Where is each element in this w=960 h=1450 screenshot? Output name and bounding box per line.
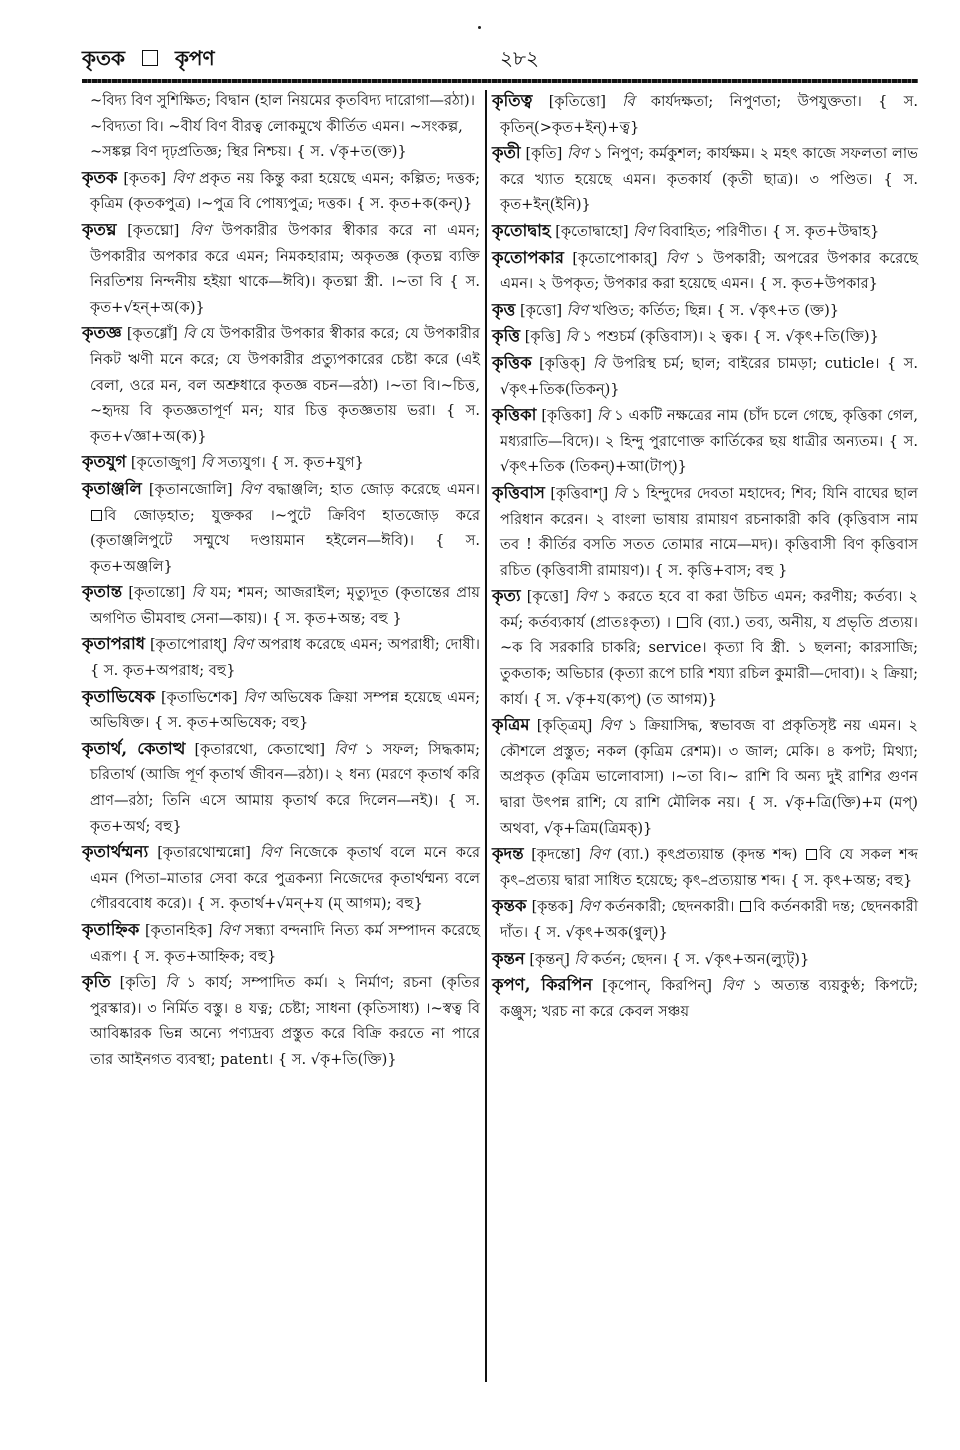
entry-pronunciation: [কৃতানজোলি] xyxy=(148,480,233,498)
entry-pronunciation: [কৃতঘ্নো] xyxy=(127,221,180,239)
entry-pronunciation: [কৃত্তিবাশ্] xyxy=(550,484,609,502)
entry-definition: বদ্ধাঞ্জলি; হাত জোড় করেছে এমন। xyxy=(267,480,480,498)
entry-definition: ১ সফল; সিদ্ধকাম; চরিতার্থ (আজি পূর্ণ কৃতার্থ জীবন—রঠা)। ২ ধন্য (মরণে কৃতার্থ করি প্রাণ—রঠা; তিনি এসে আমায় কৃতার্থ করে দিলেন—নই)। { স. কৃত+অর্থ; বহু} xyxy=(90,740,481,835)
entry-definition: ১ অত্যন্ত ব্যয়কুণ্ঠ; কিপটে; কঞ্জুস; খরচ না করে কেবল সঞ্চয় xyxy=(500,977,919,1020)
entry-pronunciation: [কৃত্তো] xyxy=(526,588,569,606)
header-rule xyxy=(82,79,918,83)
dictionary-entry xyxy=(82,449,480,476)
dictionary-entry xyxy=(492,245,918,297)
entry-part-of-speech: বিণ xyxy=(665,249,687,267)
dictionary-entry xyxy=(492,140,918,218)
entry-definition: কর্তনকারী; ছেদনকারী। xyxy=(604,898,735,916)
entry-headword: কৃতাপরাধ xyxy=(82,634,146,654)
entry-part-of-speech: বিণ xyxy=(172,169,194,187)
entry-part-of-speech: বি xyxy=(596,407,610,425)
entry-pronunciation: [কৃতারথো, কেতাত্থো] xyxy=(194,740,326,758)
entry-part-of-speech: বি xyxy=(574,950,587,968)
entry-definition: ১ ক্রিয়াসিদ্ধ, স্বভাবজ বা প্রকৃতিসৃষ্ট নয় এমন। ২ কৌশলে প্রস্তুত; নকল (কৃত্রিম রেশম)। ৩ জাল; মেকি। ৪ কপট; মিথ্যা; অপ্রকৃত (কৃত্রিম ভালোবাসা) ।~তা বি।~ রাশি বি অন্য দুই রাশির গুণন দ্বারা উৎপন্ন রাশি; যে রাশি মৌলিক নয়। { স. √কৃ+ত্রি(ক্তি)+ম (মপ্) অথবা, √কৃ+ত্রিম(ত্রিমক্)} xyxy=(500,717,918,837)
entry-pronunciation: [কৃতিত্তো] xyxy=(548,93,606,110)
entry-part-of-speech: বি xyxy=(191,584,204,602)
entry-headword: কৃন্তক xyxy=(492,896,527,916)
entry-part-of-speech: বিণ xyxy=(259,844,281,862)
page-number: ২৮২ xyxy=(500,46,539,70)
entry-pronunciation: [কৃদন্তো] xyxy=(531,846,581,864)
entry-definition: কার্যদক্ষতা; নিপুণতা; উপযুক্ততা। { স. কৃতিন্(>কৃত+ইন্)+ত্ব} xyxy=(500,93,918,136)
dictionary-entry xyxy=(82,320,480,449)
column-divider xyxy=(485,90,487,1382)
entry-part-of-speech: বি xyxy=(200,454,214,472)
entry-definition: অভিষেক ক্রিয়া সম্পন্ন হয়েছে এমন; অভিষিক্ত। { স. কৃত+অভিষেক; বহু} xyxy=(90,688,481,732)
entry-definition: সন্ধ্যা বন্দনাদি নিত্য কর্ম সম্পাদন করেছে এরূপ। { স. কৃত+আহ্নিক; বহু} xyxy=(90,922,481,965)
entry-pronunciation: [কৃতগ্গোঁ] xyxy=(126,325,178,343)
entry-pronunciation: [কৃপোন্, কিরপিন্] xyxy=(602,977,712,995)
entry-headword: কৃত্য xyxy=(492,586,521,606)
entry-part-of-speech: বিণ xyxy=(243,688,265,706)
dictionary-entry xyxy=(492,893,918,945)
guide-words xyxy=(82,44,215,77)
dictionary-entry xyxy=(82,969,480,1072)
entry-headword: কৃতঘ্ন xyxy=(82,219,117,239)
entry-part-of-speech: বিণ xyxy=(588,846,610,864)
square-marker-icon xyxy=(677,617,688,628)
continuation-text: ~বিদ্য বিণ সুশিক্ষিত; বিদ্বান (হাল নিয়মের কৃতবিদ্য দারোগা—রঠা)। ~বিদ্যতা বি। ~বীর্য বিণ বীরত্ব লোকমুখে কীর্তিত এমন। ~সংকল্প, ~সঙ্কল্প বিণ দৃঢ়প্রতিজ্ঞ; স্থির নিশ্চয়। { স. √কৃ+ত(ক্ত)} xyxy=(90,92,475,161)
dictionary-entry xyxy=(492,946,918,973)
entry-headword: কৃত্তিবাস xyxy=(492,482,545,502)
entry-headword: কৃতোদ্বাহ xyxy=(492,220,551,240)
dictionary-entry xyxy=(492,480,918,583)
entry-part-of-speech: বিণ xyxy=(721,977,743,995)
dictionary-entry xyxy=(82,217,480,320)
right-column xyxy=(492,88,918,1024)
entry-headword: কৃতোপকার xyxy=(492,247,564,267)
square-marker-icon xyxy=(740,901,751,912)
entry-headword: কৃত্তিক xyxy=(492,352,532,372)
entry-extra-sense: বি জোড়হাত; যুক্তকর ।~পুটে ক্রিবিণ হাতজোড় করে (কৃতাঞ্জলিপুটে সম্মুখে দণ্ডায়মান হইলেন—ঈবি)। { স. কৃত+অঞ্জলি} xyxy=(90,506,480,575)
entry-pronunciation: [কৃতাভিশেক] xyxy=(160,688,238,706)
entry-extra-sense: বি (ব্যা.) তব্য, অনীয়, য প্রভৃতি প্রত্যয়।~ক বি সরকারি চাকরি; service। কৃত্যা বি স্ত্রী. ১ ছলনা; কারসাজি; তুকতাক; অভিচার (কৃত্যা রূপে চারি শয্যা রচিল কুমারী—দোবা)। ২ ক্রিয়া; কার্য। { স. √কৃ+য(ক্যপ্) (ত আগম)} xyxy=(500,613,919,708)
dictionary-entry xyxy=(492,88,918,140)
entry-part-of-speech: বিণ xyxy=(218,922,240,939)
entry-definition: (ব্যা.) কৃৎপ্রত্যয়ান্ত (কৃদন্ত শব্দ) xyxy=(616,846,798,864)
entry-definition: যে উপকারীর উপকার স্বীকার করে; যে উপকারীর নিকট ঋণী মনে করে; যে উপকারীর প্রত্যুপকারের চেষ্টা করে (এই বেলা, ওরে মন, বল অশ্রুধারে কৃতজ্ঞ বচন—রঠা) ।~তা বি।~চিত্ত, ~হৃদয় বি কৃতজ্ঞতাপূর্ণ মন; যার চিত্ত কৃতজ্ঞতায় ভরা। { স. কৃত+√জ্ঞা+অ(ক)} xyxy=(90,325,481,445)
entry-pronunciation: [কৃতারথোম্মন্নো] xyxy=(157,844,251,862)
entry-part-of-speech: বি xyxy=(593,354,606,372)
entry-headword: কৃতান্ত xyxy=(82,582,123,602)
entry-pronunciation: [কৃত্ত্রিম্] xyxy=(536,717,593,735)
entry-extra-sense: বি যে সকল শব্দ কৃৎ–প্রত্যয় দ্বারা সাধিত হয়েছে; কৃৎ–প্রত্যয়ান্ত শব্দ। { স. কৃৎ+অন্ত; বহু} xyxy=(500,846,919,889)
entry-pronunciation: [কৃতাপোরাধ্] xyxy=(149,636,228,654)
entry-part-of-speech: বি xyxy=(622,93,635,110)
guide-word-first: কৃতক xyxy=(82,46,125,70)
entry-definition: ১ কার্য; সম্পাদিত কর্ম। ২ নির্মাণ; রচনা (কৃতির পুরস্কার)। ৩ নির্মিত বস্তু। ৪ যত্ন; চেষ্টা; সাধনা (কৃতিসাধ্য) ।~স্বত্ব বি আবিষ্কারক ভিন্ন অন্যে পণ্যদ্রব্য প্রস্তুত করে বিক্রি করতে না পারে তার আইনগত ব্যবস্থা; patent। { স. √কৃ+তি(ক্তি)} xyxy=(90,974,481,1068)
entry-pronunciation: [কৃত্তি] xyxy=(524,328,561,346)
entry-part-of-speech: বিণ xyxy=(232,636,254,654)
entry-headword: কৃতী xyxy=(492,143,521,163)
entry-part-of-speech: বিণ xyxy=(575,588,597,606)
dictionary-entry xyxy=(492,841,918,893)
entry-headword: কৃতাহ্নিক xyxy=(82,920,140,939)
dictionary-entry xyxy=(492,350,918,402)
dictionary-entry xyxy=(82,579,480,631)
entry-part-of-speech: বিণ xyxy=(633,222,655,240)
page-mark xyxy=(478,26,481,29)
entry-definition: সত্যযুগ। { স. কৃত+যুগ} xyxy=(217,454,364,472)
entry-definition: ১ করতে হবে বা করা উচিত এমন; করণীয়; কর্তব্য। ২ কর্ম; কর্তব্যকার্য (প্রাতঃকৃত্য) । xyxy=(500,588,919,631)
entry-pronunciation: [কৃতোদ্বাহো] xyxy=(555,222,629,240)
page-header xyxy=(82,44,918,74)
entry-headword: কৃত্তিকা xyxy=(492,405,537,425)
entry-pronunciation: [কৃতানহিক] xyxy=(144,922,213,939)
entry-pronunciation: [কৃতোপোকার্] xyxy=(572,249,658,267)
entry-pronunciation: [কৃন্তক] xyxy=(531,898,574,916)
dictionary-entry xyxy=(492,583,918,712)
entry-definition: উপকারীর উপকার স্বীকার করে না এমন; উপকারীর অপকার করে এমন; নিমকহারাম; অকৃতজ্ঞ (কৃতঘ্ন ব্যক্তি নিরতিশয় নিন্দনীয় হইয়া থাকে—ঈবি)। কৃতঘ্না স্ত্রী. ।~তা বি { স. কৃত+√হন্+অ(ক)} xyxy=(90,221,480,316)
entry-pronunciation: [কৃত্তিকা] xyxy=(541,407,593,425)
entry-headword: কৃতার্থম্মন্য xyxy=(82,842,149,862)
entry-headword: কৃত্ত xyxy=(492,299,516,319)
entry-definition: ১ নিপুণ; কর্মকুশল; কার্যক্ষম। ২ মহৎ কাজে সফলতা লাভ করে খ্যাত হয়েছে এমন। কৃতকার্য (কৃতী ছাত্র)। ৩ পণ্ডিত। { স. কৃত+ইন্(ইনি)} xyxy=(500,145,918,214)
guide-word-last: কৃপণ xyxy=(174,46,215,70)
entry-definition: ১ একটি নক্ষত্রের নাম (চাঁদ চলে গেছে, কৃত্তিকা গেল, মধ্যরাতি—বিদে)। ২ হিন্দু পুরাণোক্ত কার্তিকের ছয় ধাত্রীর অন্যতম। { স. √কৃৎ+তিক (তিকন্)+আ(টাপ্)} xyxy=(500,407,919,476)
square-marker-icon xyxy=(806,849,817,860)
entry-pronunciation: [কৃন্তন্] xyxy=(529,950,570,968)
dictionary-entry xyxy=(82,476,480,579)
entry-pronunciation: [কৃতক] xyxy=(123,169,167,187)
entry-part-of-speech: বি xyxy=(613,484,626,502)
entry-definition: ১ উপকারী; অপরের উপকার করেছে এমন। ২ উপকৃত; উপকার করা হয়েছে এমন। { স. কৃত+উপকার} xyxy=(500,249,919,293)
square-marker-icon xyxy=(91,510,102,521)
entry-extra-sense: বি কর্তনকারী দন্ত; ছেদনকারী দাঁত। { স. √কৃৎ+অক(ণ্বুল্)} xyxy=(500,898,919,941)
dictionary-entry xyxy=(82,165,480,217)
entry-part-of-speech: বি xyxy=(565,328,578,346)
entry-pronunciation: [কৃতান্তো] xyxy=(128,584,186,602)
entry-pronunciation: [কৃতি] xyxy=(119,974,157,992)
left-column xyxy=(82,88,480,1073)
entry-part-of-speech: বি xyxy=(165,974,178,992)
entry-definition: বিবাহিত; পরিণীত। { স. কৃত+উদ্বাহ} xyxy=(658,222,880,240)
entry-definition: অপরাধ করেছে এমন; অপরাধী; দোষী। { স. কৃত+অপরাধ; বহু} xyxy=(90,636,481,680)
dictionary-entry xyxy=(82,631,480,683)
entry-definition: ১ হিন্দুদের দেবতা মহাদেব; শিব; যিনি বাঘের ছাল পরিধান করেন। ২ বাংলা ভাষায় রামায়ণ রচনাকারী কবি (কৃত্তিবাস নাম তব ! কীর্তির বসতি সতত তোমার নামে—মদ)। কৃত্তিবাসী বিণ কৃত্তিবাস রচিত (কৃত্তিবাসী রামায়ণ)। { স. কৃত্তি+বাস; বহু } xyxy=(500,484,919,579)
entry-pronunciation: [কৃত্তিক্] xyxy=(539,354,586,372)
entry-pronunciation: [কৃতি] xyxy=(525,145,563,163)
square-separator-icon xyxy=(142,50,158,66)
entry-definition: উপরিস্থ চর্ম; ছাল; বাইরের চামড়া; cuticle। { স. √কৃৎ+তিক(তিকন্)} xyxy=(500,354,919,398)
entry-definition: নিজেকে কৃতার্থ বলে মনে করে এমন (পিতা–মাতার সেবা করে পুত্রকন্যা নিজেদের কৃতার্থম্মন্য বলে গৌরববোধ করে)। { স. কৃতার্থ+√মন্+য (ম্ আগম); বহু} xyxy=(90,844,481,913)
dictionary-entry xyxy=(82,736,480,839)
entry-part-of-speech: বিণ xyxy=(334,740,356,758)
entry-headword: কৃদন্ত xyxy=(492,844,524,864)
entry-headword: কৃত্রিম xyxy=(492,715,530,735)
entry-definition: প্রকৃত নয় কিন্তু করা হয়েছে এমন; কল্পিত; দত্তক; কৃত্রিম (কৃতকপুত্র) ।~পুত্র বি পোষ্যপুত্র; দত্তক। { স. কৃত+ক(কন্)} xyxy=(90,169,481,213)
dictionary-entry xyxy=(492,323,918,350)
entry-part-of-speech: বিণ xyxy=(239,480,261,498)
dictionary-entry xyxy=(492,712,918,841)
entry-headword: কৃতাভিষেক xyxy=(82,686,155,706)
entry-part-of-speech: বি xyxy=(182,325,196,343)
dictionary-entry xyxy=(82,684,480,736)
dictionary-entry xyxy=(82,917,480,969)
entry-part-of-speech: বিণ xyxy=(599,717,621,735)
dictionary-entry xyxy=(492,218,918,245)
entry-pronunciation: [কৃত্তো] xyxy=(520,301,563,319)
entry-headword: কৃতাঞ্জলি xyxy=(82,478,142,498)
entry-headword: কৃতি xyxy=(82,972,111,992)
entry-part-of-speech: বিণ xyxy=(567,145,589,163)
entry-part-of-speech: বিণ xyxy=(189,221,212,239)
entry-headword: কৃতজ্ঞ xyxy=(82,323,122,343)
entry-definition: খণ্ডিত; কর্তিত; ছিন্ন। { স. √কৃৎ+ত (ক্ত)} xyxy=(592,301,840,319)
entry-pronunciation: [কৃতোজুগ] xyxy=(130,454,197,472)
dictionary-entry xyxy=(492,402,918,480)
entry-part-of-speech: বিণ xyxy=(578,898,600,916)
entry-headword: কৃতিত্ব xyxy=(492,91,533,110)
entry-definition: কর্তন; ছেদন। { স. √কৃৎ+অন(ল্যুট্)} xyxy=(591,950,810,968)
entry-headword: কৃতার্থ, কেতাত্থ xyxy=(82,738,186,758)
dictionary-entry xyxy=(492,972,918,1024)
entry-part-of-speech: বিণ xyxy=(566,301,588,319)
entry-definition: ১ পশুচর্ম (কৃত্তিবাস)। ২ ত্বক। { স. √কৃৎ+তি(ক্তি)} xyxy=(582,328,879,346)
dictionary-entry xyxy=(82,839,480,917)
entry-headword: কৃত্তি xyxy=(492,326,521,346)
entry-headword: কৃপণ, কিরপিন xyxy=(492,975,593,995)
entry-headword: কৃন্তন xyxy=(492,948,525,968)
dictionary-entry xyxy=(492,297,918,324)
entry-headword: কৃতক xyxy=(82,167,118,187)
entry-headword: কৃতযুগ xyxy=(82,452,127,472)
entry-definition: যম; শমন; আজরাইল; মৃত্যুদূত (কৃতান্তের প্রায় অগণিত ভীমবাহু সেনা—কায়)। { স. কৃত+অন্ত; বহু } xyxy=(90,584,481,627)
